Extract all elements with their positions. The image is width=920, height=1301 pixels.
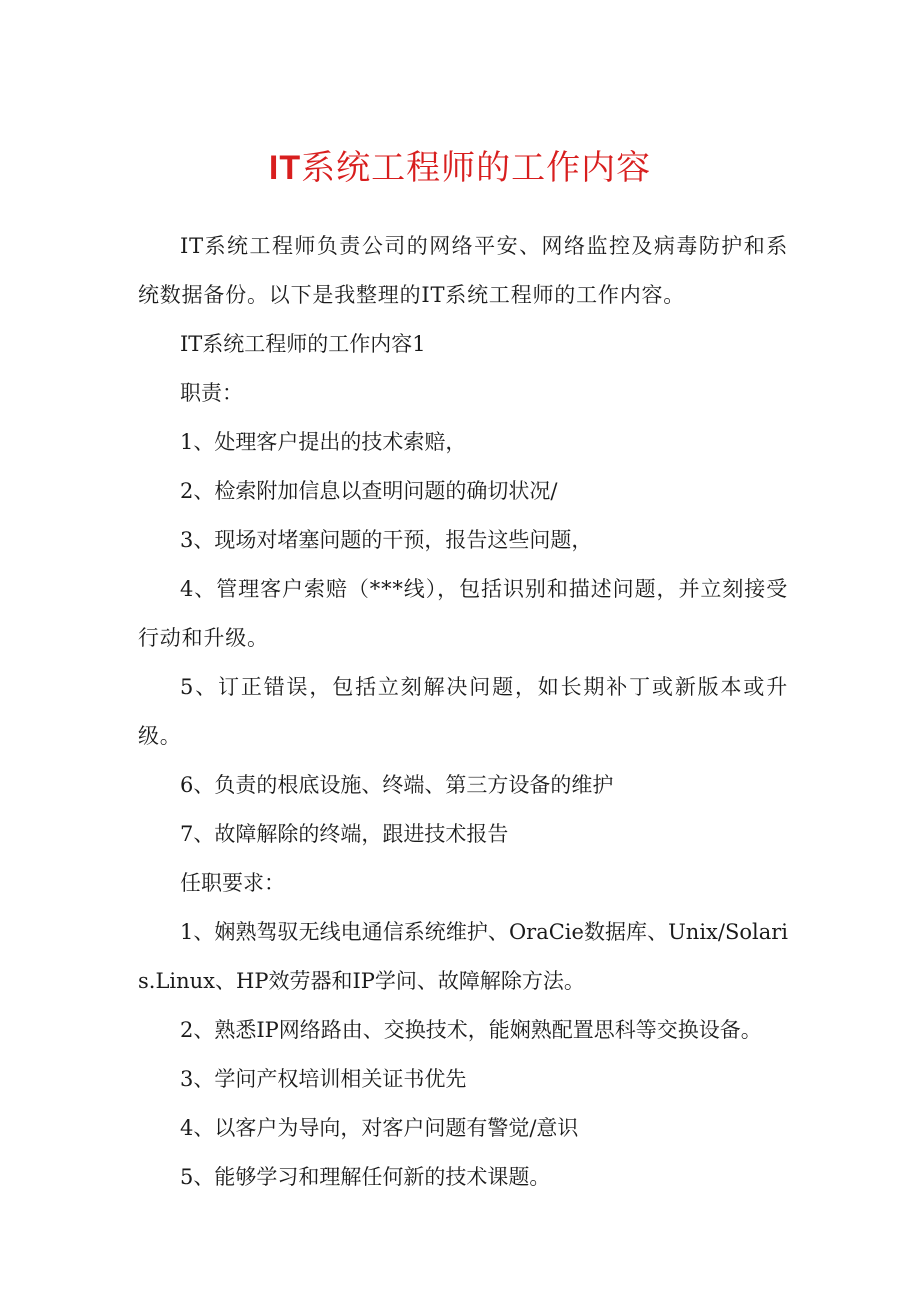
requirement-item: 5、能够学习和理解任何新的技术课题。 — [180, 1165, 551, 1189]
responsibility-item: 5、订正错误，包括立刻解决问题，如长期补丁或新版本或升级。 — [138, 675, 788, 748]
requirement-item: 3、学问产权培训相关证书优先 — [180, 1067, 467, 1091]
responsibility-item: 1、处理客户提出的技术索赔， — [180, 430, 467, 454]
responsibility-item: 3、现场对堵塞问题的干预，报告这些问题， — [180, 528, 593, 552]
intro-paragraph: IT系统工程师负责公司的网络平安、网络监控及病毒防护和系统数据备份。以下是我整理的IT系统工程师的工作内容。 — [138, 234, 788, 307]
responsibility-item: 4、管理客户索赔（***线），包括识别和描述问题，并立刻接受行动和升级。 — [138, 577, 788, 650]
section-heading: IT系统工程师的工作内容1 — [180, 332, 426, 356]
responsibility-item: 2、检索附加信息以查明问题的确切状况/ — [180, 479, 558, 503]
document-body — [138, 222, 788, 1202]
requirement-item: 1、娴熟驾驭无线电通信系统维护、OraCie数据库、Unix/Solaris.Linux、HP效劳器和IP学问、故障解除方法。 — [138, 920, 788, 993]
responsibilities-heading: 职责： — [180, 381, 243, 405]
requirements-heading: 任职要求： — [180, 871, 285, 895]
document-title: IT系统工程师的工作内容 — [268, 148, 652, 188]
responsibility-item: 7、故障解除的终端，跟进技术报告 — [180, 822, 509, 846]
requirement-item: 2、熟悉IP网络路由、交换技术，能娴熟配置思科等交换设备。 — [180, 1018, 762, 1042]
responsibility-item: 6、负责的根底设施、终端、第三方设备的维护 — [180, 773, 614, 797]
requirement-item: 4、以客户为导向，对客户问题有警觉/意识 — [180, 1116, 579, 1140]
